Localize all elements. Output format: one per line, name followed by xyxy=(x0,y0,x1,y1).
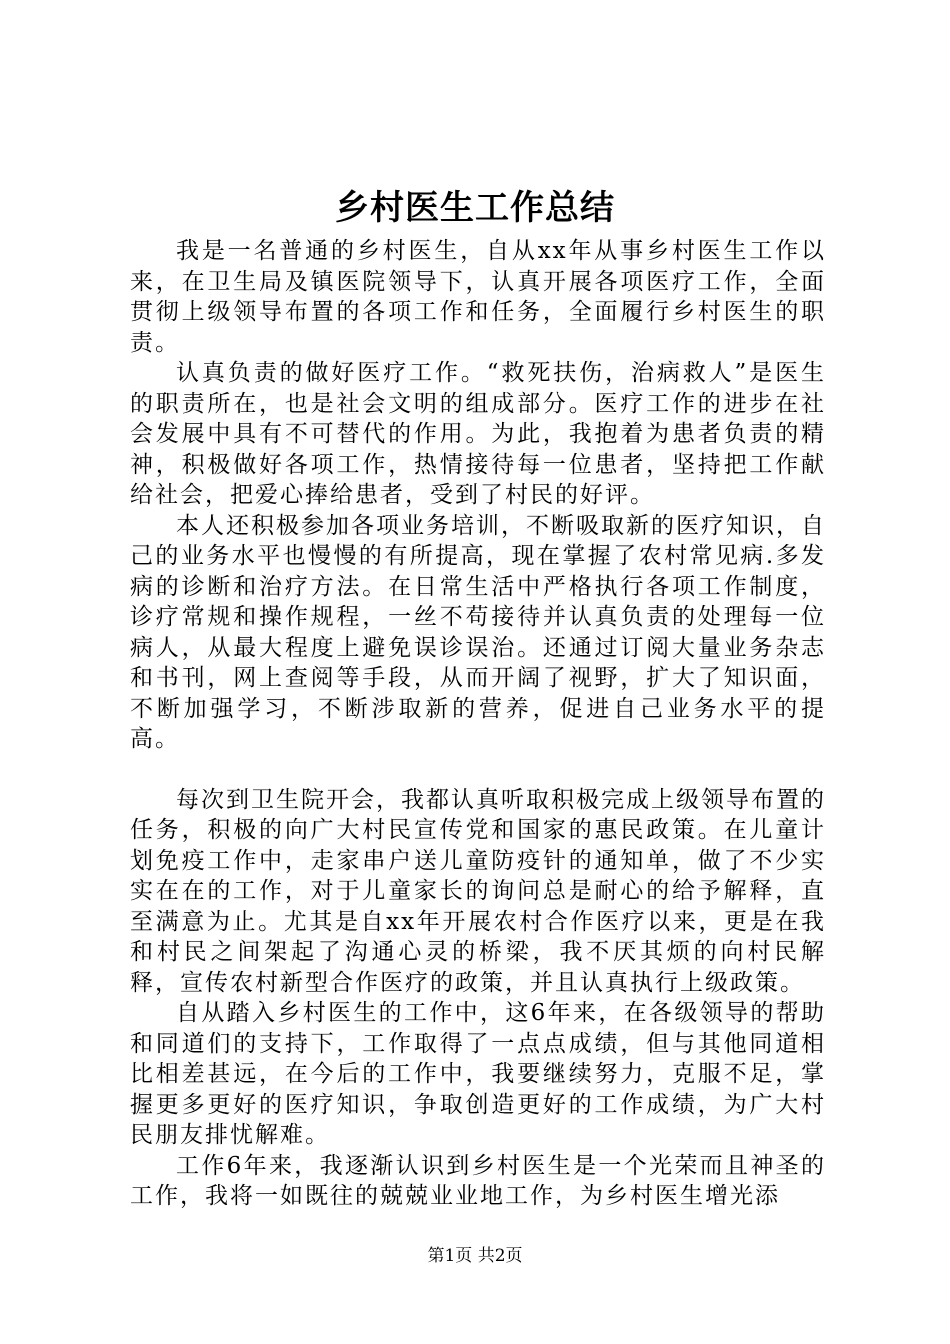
paragraph-meetings: 每次到卫生院开会，我都认真听取积极完成上级领导布置的任务，积极的向广大村民宣传党和国家的惠民政策。在儿童计划免疫工作中，走家串户送儿童防疫针的通知单，做了不少实实在在的工作，对于儿童家长的询问总是耐心的给予解释，直至满意为止。尤其是自xx年开展农村合作医疗以来，更是在我和村民之间架起了沟通心灵的桥梁，我不厌其烦的向村民解释，宣传农村新型合作医疗的政策，并且认真执行上级政策。 xyxy=(130,786,826,996)
document-title: 乡村医生工作总结 xyxy=(335,188,615,228)
document-body xyxy=(130,236,826,1212)
paragraph-intro: 我是一名普通的乡村医生，自从xx年从事乡村医生工作以来，在卫生局及镇医院领导下，认真开展各项医疗工作，全面贯彻上级领导布置的各项工作和任务，全面履行乡村医生的职责。 xyxy=(130,238,826,356)
paragraph-six-years: 自从踏入乡村医生的工作中，这6年来，在各级领导的帮助和同道们的支持下，工作取得了一点点成绩，但与其他同道相比相差甚远，在今后的工作中，我要继续努力，克服不足，掌握更多更好的医疗知识，争取创造更好的工作成绩，为广大村民朋友排忧解难。 xyxy=(130,1000,826,1148)
page-footer: 第1页 共2页 xyxy=(427,1246,523,1266)
paragraph-spacer xyxy=(130,755,826,785)
paragraph-conclusion: 工作6年来，我逐渐认识到乡村医生是一个光荣而且神圣的工作，我将一如既往的兢兢业业地工作，为乡村医生增光添 xyxy=(130,1152,826,1209)
paragraph-training: 本人还积极参加各项业务培训，不断吸取新的医疗知识，自己的业务水平也慢慢的有所提高，现在掌握了农村常见病.多发病的诊断和治疗方法。在日常生活中严格执行各项工作制度，诊疗常规和操作规程，一丝不苟接待并认真负责的处理每一位病人，从最大程度上避免误诊误治。还通过订阅大量业务杂志和书刊，网上查阅等手段，从而开阔了视野，扩大了知识面，不断加强学习，不断涉取新的营养，促进自己业务水平的提高。 xyxy=(130,512,826,752)
paragraph-medical-work: 认真负责的做好医疗工作。“救死扶伤，治病救人”是医生的职责所在，也是社会文明的组成部分。医疗工作的进步在社会发展中具有不可替代的作用。为此，我抱着为患者负责的精神，积极做好各项工作，热情接待每一位患者，坚持把工作献给社会，把爱心捧给患者，受到了村民的好评。 xyxy=(130,360,826,508)
